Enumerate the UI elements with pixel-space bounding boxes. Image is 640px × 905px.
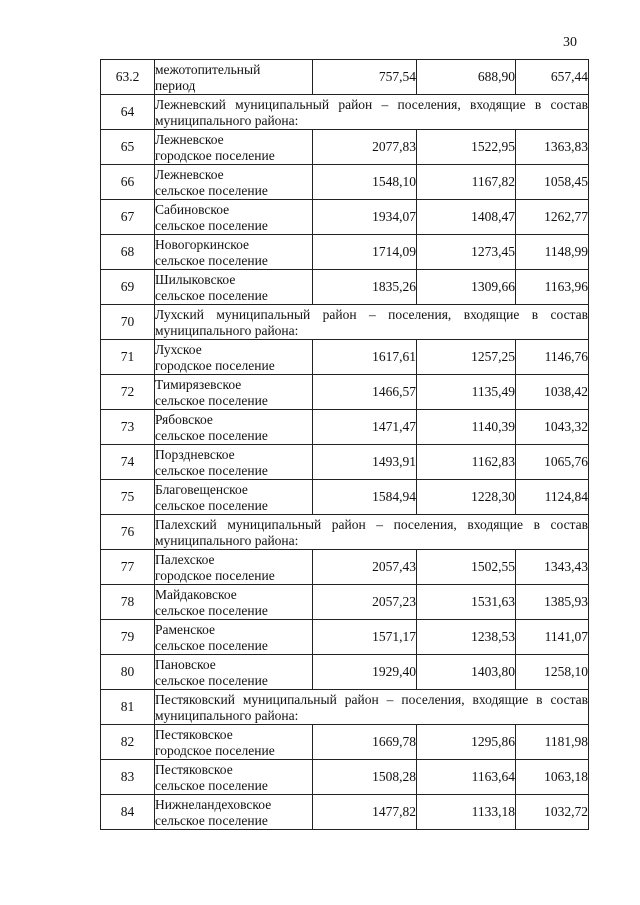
row-number: 66 (101, 165, 155, 200)
settlement-name: Пестяковское городское поселение (155, 726, 275, 758)
value-column-1: 1669,78 (313, 725, 417, 760)
table-row (101, 340, 589, 375)
row-number: 71 (101, 340, 155, 375)
value-column-3: 1124,84 (516, 480, 589, 515)
value-column-2: 688,90 (417, 60, 516, 95)
value-column-1: 1714,09 (313, 235, 417, 270)
value-column-2: 1133,18 (417, 795, 516, 830)
row-number: 73 (101, 410, 155, 445)
value-column-1: 1934,07 (313, 200, 417, 235)
value-column-3: 1058,45 (516, 165, 589, 200)
table-row (101, 165, 589, 200)
value-column-2: 1531,63 (417, 585, 516, 620)
table-row (101, 585, 589, 620)
value-column-1: 1471,47 (313, 410, 417, 445)
value-column-1: 1548,10 (313, 165, 417, 200)
table-row (101, 375, 589, 410)
value-column-3: 1032,72 (516, 795, 589, 830)
value-column-1: 1508,28 (313, 760, 417, 795)
settlement-name: Порздневское сельское поселение (155, 446, 268, 478)
value-column-1: 2077,83 (313, 130, 417, 165)
value-column-2: 1135,49 (417, 375, 516, 410)
table-row (101, 200, 589, 235)
district-row (101, 515, 589, 550)
value-column-3: 1262,77 (516, 200, 589, 235)
row-number: 83 (101, 760, 155, 795)
value-column-1: 1617,61 (313, 340, 417, 375)
value-column-2: 1295,86 (417, 725, 516, 760)
settlement-name: Рябовское сельское поселение (155, 411, 268, 443)
settlement-name: Лежневское сельское поселение (155, 166, 268, 198)
value-column-2: 1257,25 (417, 340, 516, 375)
value-column-2: 1228,30 (417, 480, 516, 515)
table-row (101, 620, 589, 655)
settlement-name: Пановское сельское поселение (155, 656, 268, 688)
district-heading: Лухский муниципальный район – поселения, входящие в состав муниципального района: (155, 306, 588, 338)
value-column-3: 1063,18 (516, 760, 589, 795)
table-row (101, 725, 589, 760)
settlement-name: Лежневское городское поселение (155, 131, 275, 163)
value-column-3: 1043,32 (516, 410, 589, 445)
row-number: 63.2 (101, 60, 155, 95)
settlement-name: Новогоркинское сельское поселение (155, 236, 268, 268)
settlement-name: Шилыковское сельское поселение (155, 271, 268, 303)
settlement-name: Сабиновское сельское поселение (155, 201, 268, 233)
row-number: 74 (101, 445, 155, 480)
settlement-name: Тимирязевское сельское поселение (155, 376, 268, 408)
value-column-1: 1493,91 (313, 445, 417, 480)
table-row (101, 550, 589, 585)
value-column-1: 2057,43 (313, 550, 417, 585)
row-number: 67 (101, 200, 155, 235)
row-number: 77 (101, 550, 155, 585)
table-row (101, 445, 589, 480)
value-column-2: 1403,80 (417, 655, 516, 690)
value-column-3: 1385,93 (516, 585, 589, 620)
table-row (101, 655, 589, 690)
row-number: 79 (101, 620, 155, 655)
table-row (101, 130, 589, 165)
value-column-3: 1148,99 (516, 235, 589, 270)
value-column-1: 1477,82 (313, 795, 417, 830)
value-column-3: 1163,96 (516, 270, 589, 305)
table-row (101, 270, 589, 305)
row-number: 68 (101, 235, 155, 270)
settlement-name: Лухское городское поселение (155, 341, 275, 373)
settlement-name: Раменское сельское поселение (155, 621, 268, 653)
district-row (101, 95, 589, 130)
table-row (101, 795, 589, 830)
settlement-name: Пестяковское сельское поселение (155, 761, 268, 793)
value-column-3: 1181,98 (516, 725, 589, 760)
value-column-2: 1522,95 (417, 130, 516, 165)
value-column-1: 1466,57 (313, 375, 417, 410)
row-number: 75 (101, 480, 155, 515)
value-column-3: 657,44 (516, 60, 589, 95)
settlement-name: Майдаковское сельское поселение (155, 586, 268, 618)
settlement-name: межотопительный период (155, 61, 261, 93)
value-column-2: 1162,83 (417, 445, 516, 480)
district-heading: Лежневский муниципальный район – поселения, входящие в состав муниципального района: (155, 96, 588, 128)
row-number: 69 (101, 270, 155, 305)
row-number: 78 (101, 585, 155, 620)
value-column-1: 2057,23 (313, 585, 417, 620)
table-row (101, 760, 589, 795)
row-number: 70 (101, 305, 155, 340)
value-column-3: 1141,07 (516, 620, 589, 655)
row-number: 80 (101, 655, 155, 690)
value-column-3: 1065,76 (516, 445, 589, 480)
district-heading: Палехский муниципальный район – поселения, входящие в состав муниципального района: (155, 516, 588, 548)
value-column-2: 1408,47 (417, 200, 516, 235)
row-number: 65 (101, 130, 155, 165)
value-column-1: 757,54 (313, 60, 417, 95)
row-number: 76 (101, 515, 155, 550)
tariff-table (100, 59, 589, 830)
row-number: 84 (101, 795, 155, 830)
table-row (101, 410, 589, 445)
table-row (101, 480, 589, 515)
value-column-2: 1140,39 (417, 410, 516, 445)
settlement-name: Нижнеландеховское сельское поселение (155, 796, 272, 828)
value-column-1: 1929,40 (313, 655, 417, 690)
district-row (101, 690, 589, 725)
district-row (101, 305, 589, 340)
page-number: 30 (563, 35, 577, 50)
tariff-table-body (101, 60, 589, 830)
value-column-1: 1835,26 (313, 270, 417, 305)
table-row (101, 235, 589, 270)
value-column-3: 1258,10 (516, 655, 589, 690)
value-column-2: 1163,64 (417, 760, 516, 795)
settlement-name: Благовещенское сельское поселение (155, 481, 268, 513)
district-heading: Пестяковский муниципальный район – поселения, входящие в состав муниципального района: (155, 691, 588, 723)
value-column-3: 1363,83 (516, 130, 589, 165)
value-column-2: 1167,82 (417, 165, 516, 200)
row-number: 64 (101, 95, 155, 130)
settlement-name: Палехское городское поселение (155, 551, 275, 583)
row-number: 82 (101, 725, 155, 760)
value-column-2: 1502,55 (417, 550, 516, 585)
table-row (101, 60, 589, 95)
value-column-3: 1146,76 (516, 340, 589, 375)
value-column-2: 1273,45 (417, 235, 516, 270)
value-column-3: 1038,42 (516, 375, 589, 410)
value-column-2: 1238,53 (417, 620, 516, 655)
row-number: 81 (101, 690, 155, 725)
value-column-1: 1584,94 (313, 480, 417, 515)
value-column-3: 1343,43 (516, 550, 589, 585)
value-column-1: 1571,17 (313, 620, 417, 655)
value-column-2: 1309,66 (417, 270, 516, 305)
row-number: 72 (101, 375, 155, 410)
